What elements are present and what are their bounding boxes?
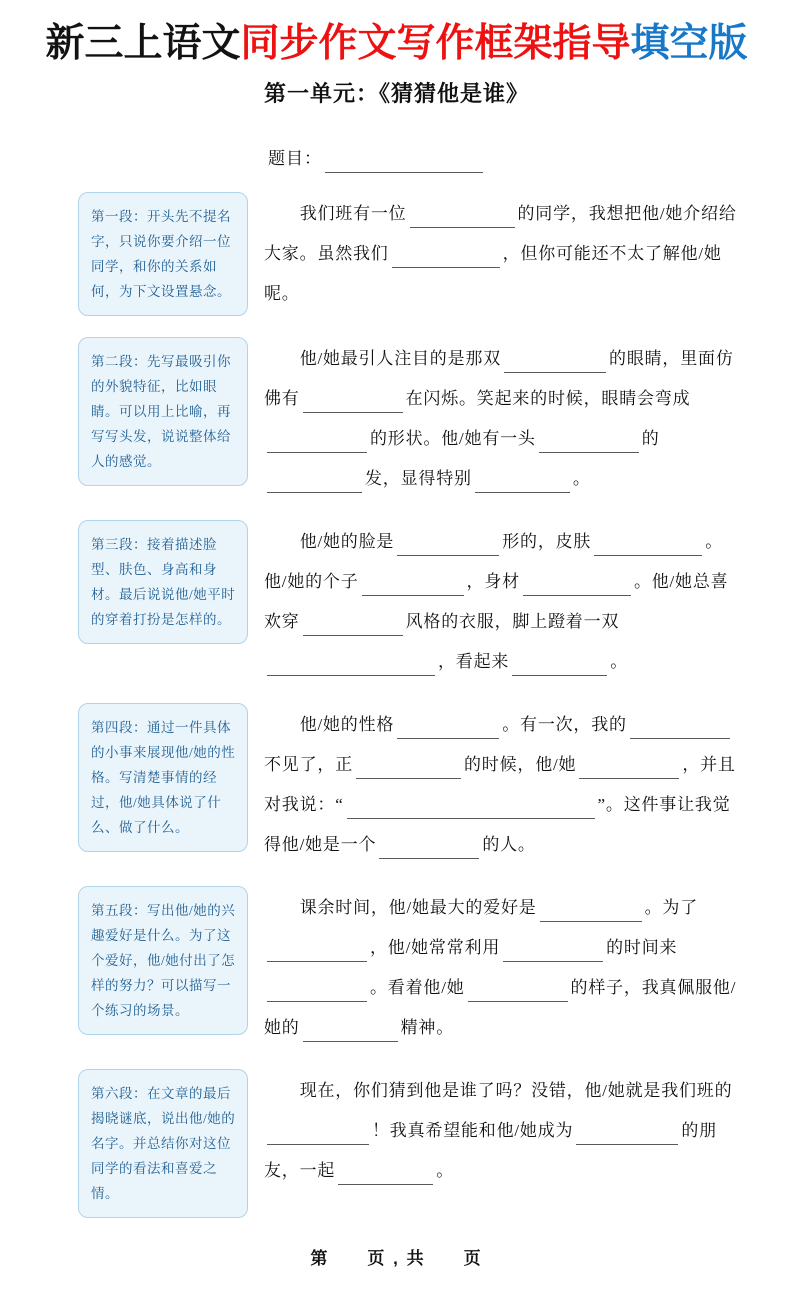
paragraph-text: 他/她的性格 — [299, 714, 395, 734]
paragraph-with-blanks — [264, 1069, 737, 1191]
paragraph-text: ，身材 — [466, 571, 520, 591]
topic-line — [268, 144, 793, 178]
page-number-footer: 第 页 , 共 页 — [310, 1248, 483, 1268]
blank-field[interactable] — [303, 397, 403, 413]
paragraph-text: 。 — [610, 651, 629, 671]
section-row — [78, 192, 737, 316]
title-part-blue: 填空版 — [630, 22, 748, 65]
paragraph-with-blanks — [264, 520, 737, 682]
blank-field[interactable] — [267, 986, 367, 1002]
section-row — [78, 520, 737, 682]
section-row — [78, 886, 737, 1048]
paragraph-text: 风格的衣服，脚上蹬着一双 — [405, 611, 620, 631]
paragraph-text: ，并且对我说：“ — [264, 754, 736, 814]
section-row — [78, 703, 737, 865]
blank-field[interactable] — [379, 843, 479, 859]
paragraph-text: ，看起来 — [438, 651, 510, 671]
blank-field[interactable] — [267, 946, 367, 962]
paragraph-text: ！我真希望能和他/她成为 — [372, 1120, 574, 1140]
paragraph-guide-box: 第五段：写出他/她的兴趣爱好是什么。为了这个爱好，他/她付出了怎样的努力？可以描写一个练习的场景。 — [78, 886, 248, 1035]
paragraph-text: 的时间来 — [606, 937, 678, 957]
blank-field[interactable] — [503, 946, 603, 962]
blank-field[interactable] — [362, 580, 464, 596]
paragraph-guide-box: 第二段：先写最吸引你的外貌特征，比如眼睛。可以用上比喻，再写写头发，说说整体给人的感觉。 — [78, 337, 248, 486]
paragraph-with-blanks — [264, 886, 737, 1048]
blank-field[interactable] — [267, 477, 362, 493]
unit-subtitle: 第一单元：《猜猜他是谁》 — [263, 80, 529, 106]
blank-field[interactable] — [512, 660, 607, 676]
paragraph-text: 的朋友，一起 — [264, 1120, 717, 1180]
paragraph-text: 的样子，我真佩服他/她的 — [264, 977, 737, 1037]
paragraph-guide-box: 第三段：接着描述脸型、肤色、身高和身材。最后说说他/她平时的穿着打扮是怎样的。 — [78, 520, 248, 644]
blank-field[interactable] — [504, 357, 606, 373]
blank-field[interactable] — [267, 1129, 369, 1145]
topic-blank-field[interactable] — [325, 157, 483, 173]
paragraph-text: 的 — [641, 428, 660, 448]
paragraph-text: 现在，你们猜到他是谁了吗？没错，他/她就是我们班的 — [299, 1080, 733, 1100]
blank-field[interactable] — [579, 763, 679, 779]
page-title — [0, 22, 793, 67]
blank-field[interactable] — [338, 1169, 433, 1185]
blank-field[interactable] — [303, 1026, 398, 1042]
paragraph-guide-box: 第六段：在文章的最后揭晓谜底，说出他/她的名字。并总结你对这位同学的看法和喜爱之情。 — [78, 1069, 248, 1218]
blank-field[interactable] — [392, 252, 500, 268]
paragraph-text: 他/她最引人注目的是那双 — [299, 348, 502, 368]
blank-field[interactable] — [397, 723, 499, 739]
paragraph-text: 形的，皮肤 — [502, 531, 592, 551]
blank-field[interactable] — [475, 477, 570, 493]
blank-field[interactable] — [539, 437, 639, 453]
paragraph-text: ，他/她常常利用 — [370, 937, 501, 957]
section-row — [78, 337, 737, 499]
blank-field[interactable] — [630, 723, 730, 739]
sections — [78, 192, 793, 1218]
blank-field[interactable] — [594, 540, 702, 556]
paragraph-text: 课余时间，他/她最大的爱好是 — [299, 897, 537, 917]
paragraph-guide-box: 第一段：开头先不提名字，只说你要介绍一位同学，和你的关系如何，为下文设置悬念。 — [78, 192, 248, 316]
blank-field[interactable] — [410, 212, 515, 228]
title-part-red: 同步作文写作框架指导 — [240, 22, 631, 65]
blank-field[interactable] — [523, 580, 631, 596]
paragraph-text: 不见了，正 — [264, 754, 353, 774]
paragraph-text: 的人。 — [482, 834, 536, 854]
paragraph-text: 在闪烁。笑起来的时候，眼睛会弯成 — [405, 388, 691, 408]
paragraph-text: 我们班有一位 — [299, 203, 407, 223]
paragraph-text: ，但你可能还不太了解他/她呢。 — [264, 243, 722, 303]
paragraph-guide-box: 第四段：通过一件具体的小事来展现他/她的性格。写清楚事情的经过，他/她具体说了什么、做了什么。 — [78, 703, 248, 852]
paragraph-text: 。为了 — [644, 897, 699, 917]
paragraph-text: 他/她的脸是 — [299, 531, 395, 551]
blank-field[interactable] — [468, 986, 568, 1002]
paragraph-text: 的时候，他/她 — [464, 754, 577, 774]
blank-field[interactable] — [540, 906, 642, 922]
blank-field[interactable] — [303, 620, 403, 636]
blank-field[interactable] — [397, 540, 499, 556]
topic-label: 题目： — [268, 148, 322, 168]
title-part-black: 新三上语文 — [45, 22, 241, 65]
section-row — [78, 1069, 737, 1218]
paragraph-text: 。他/她总喜欢穿 — [264, 571, 729, 631]
paragraph-text: 的形状。他/她有一头 — [370, 428, 536, 448]
blank-field[interactable] — [347, 803, 595, 819]
paragraph-text: 。 — [572, 468, 591, 488]
paragraph-with-blanks — [264, 337, 737, 499]
paragraph-text: 。有一次，我的 — [502, 714, 627, 734]
blank-field[interactable] — [576, 1129, 678, 1145]
paragraph-text: 的同学，我想把他/她介绍给大家。虽然我们 — [264, 203, 737, 263]
paragraph-text: 。 — [436, 1160, 455, 1180]
paragraph-text: 的眼睛，里面仿佛有 — [264, 348, 734, 408]
blank-field[interactable] — [267, 437, 367, 453]
paragraph-with-blanks — [264, 192, 737, 314]
paragraph-text: 发，显得特别 — [365, 468, 472, 488]
paragraph-text: 。看着他/她 — [370, 977, 465, 997]
paragraph-text: 。他/她的个子 — [264, 531, 724, 591]
paragraph-text: 精神。 — [400, 1017, 455, 1037]
blank-field[interactable] — [356, 763, 461, 779]
paragraph-with-blanks — [264, 703, 737, 865]
blank-field[interactable] — [267, 660, 435, 676]
paragraph-text: ”。这件事让我觉得他/她是一个 — [264, 794, 731, 854]
